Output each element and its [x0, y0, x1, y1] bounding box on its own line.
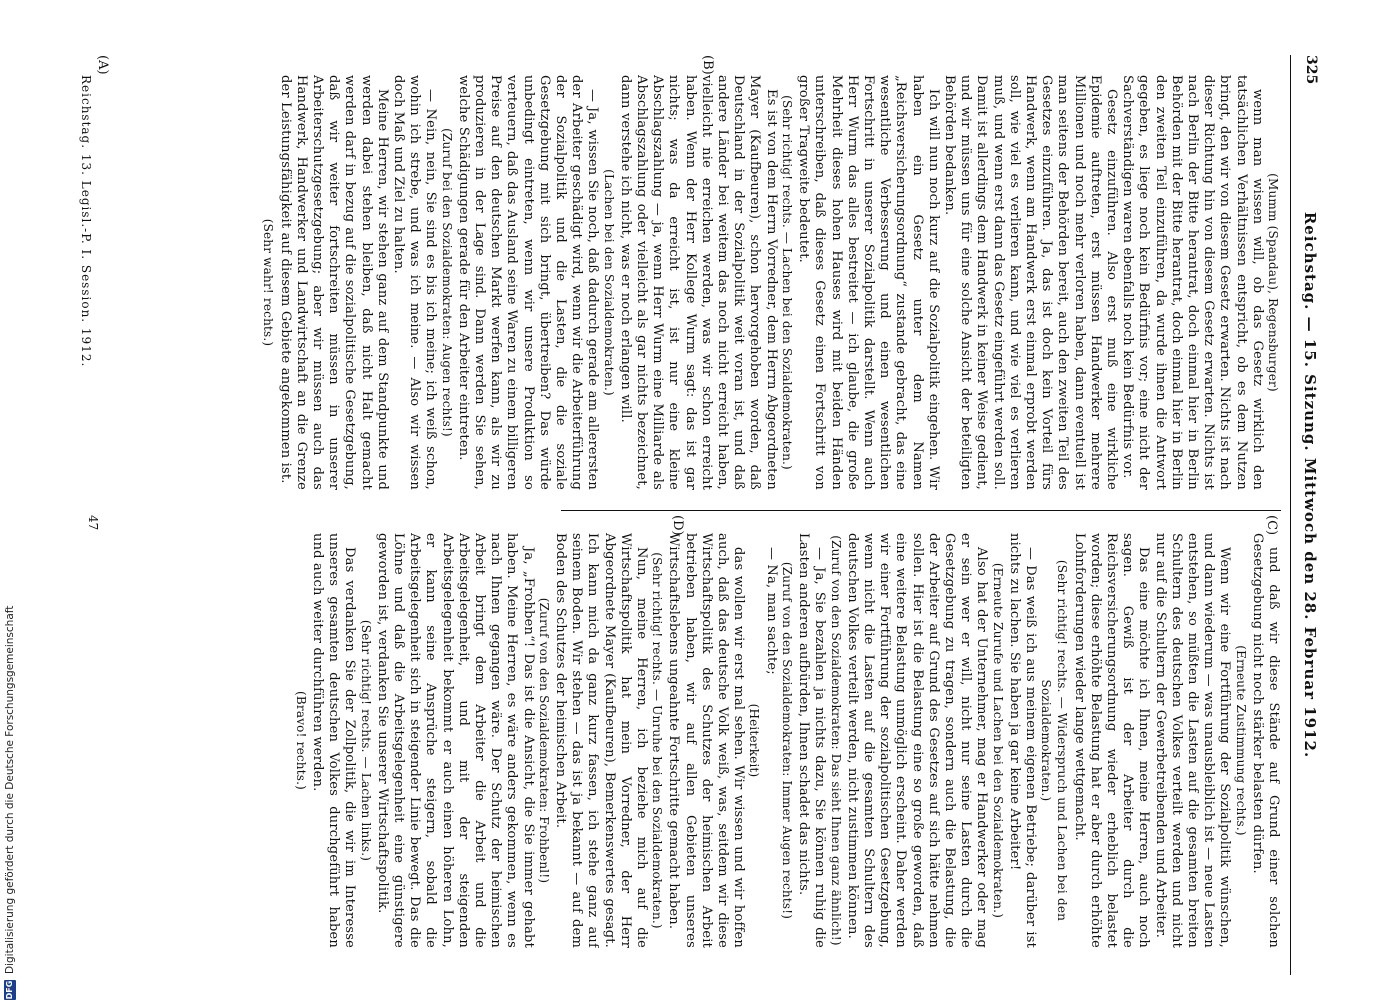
paragraph: Das eine möchte ich Ihnen, meine Herren, auch noch sagen. Gewiß ist der Arbeiter durch die Reichsversicherungsordnung wieder erheblich belastet worden; diese erhöhte Belastung hat er aber durch erhöhte Lohnforderungen wieder lange wettgemacht. [1071, 533, 1152, 948]
interjection: (Erneute Zurufe und Lachen bei den Sozialdemokraten.) [990, 562, 1005, 919]
paragraph: Ja, „Frohben“! Das ist die Ansicht, die Sie immer gehabt haben. Meine Herren, es wäre anders gekommen, wenn es nach Ihnen gegangen wäre. Der Schutz der heimischen Arbeit bringt dem Arbeiter die Arbeit und die Arbeitsgelegenheit, und mit der steigenden Arbeitsgelegenheit bekommt er auch einen höheren Lohn, er kann seine Ansprüche steigern, sobald die Arbeitsgelegenheit sich in steigender Linie bewegt. Das die Löhne und daß die Arbeitsgelegenheit eine günstigere geworden ist, verdanken Sie unserer Wirtschaftspolitik. [374, 533, 536, 948]
rotated-document-page [70, 55, 1325, 975]
interjection: (Erneute Zustimmung rechts.) [1233, 645, 1248, 836]
interjection: (Lachen bei den Sozialdemokraten.) [601, 169, 616, 396]
dfg-logo-icon: DFG [5, 980, 14, 1000]
interjection: (Sehr wahr! rechts.) [261, 218, 276, 347]
margin-mark-d: (D) [670, 515, 685, 536]
interjection: (Bravo! rechts.) [293, 691, 308, 790]
footer-folio-number: 47 [86, 515, 100, 531]
paragraph: Ich will nun noch kurz auf die Sozialpolitik eingehen. Wir haben ein Gesetz unter dem Namen „Reichsversicherungsordnung“ zustande gebracht, das eine wesentliche Verbesserung und einen wesentlichen Fortschritt in unserer Sozialpolitik darstellt. Wenn auch Herr Wurm das alles bestreitet — ich glaube, die große Mehrheit dieses hohen Hauses wird mit beiden Händen unterschreiben, daß dieses Gesetz einen Fortschritt von großer Tragweite bedeutet. [796, 75, 941, 490]
page-title: Reichstag. — 15. Sitzung. Mittwoch den 28. Februar 1912. [1301, 211, 1319, 759]
digitization-credit [2, 570, 18, 1000]
page-header [1290, 55, 1325, 975]
page-number: 325 [1303, 55, 1319, 85]
interjection: (Heiterkeit) [747, 703, 762, 778]
paragraph: — Na, man sachte; [763, 547, 779, 675]
interjection: (Sehr richtig! rechts. — Lachen bei den Sozialdemokraten.) [779, 95, 794, 470]
interjection: (Sehr richtig! rechts. — Lachen links.) [358, 619, 373, 862]
paragraph: — Nein, nein, Sie sind es bis ich meine; ich weiß schon, wohin ich strebe, und was ich meine. — Also wir wissen doch Maß und Ziel zu halten. [391, 75, 439, 490]
speaker-line: (Mumm (Spandau), Regensburger) [1266, 173, 1280, 392]
credit-text: Digitalisierung gefördert durch die Deutsche Forschungsgemeinschaft [4, 605, 16, 974]
paragraph: Gesetz einzuführen. Also erst muß eine wirkliche Epidemie auftreten, erst müssen Handwerker mehrere Millionen und noch mehr verloren haben, dann eventuell ist man seitens der Behörden bereit, auch den zweiten Teil des Gesetzes einzuführen. Ja, das ist doch kein Vorteil fürs Handwerk, wenn am Handwerk erst einmal erprobt werden soll, wie viel es verlieren kann, und wie viel es verlieren muß, und wenn erst dann das Gesetz eingeführt werden soll. Damit ist allerdings dem Handwerk in keiner Weise gedient, und wir müssen uns für eine solche Ansicht der beteiligten Behörden bedanken. [941, 75, 1119, 490]
interjection: (Zuruf von den Sozialdemokraten: Das sieht Ihnen ganz ähnlich!) [828, 535, 843, 946]
paragraph: Das verdanken Sie der Zollpolitik, die wir im Interesse unseres gesamten deutschen Volkes durchgeführt haben und auch weiter durchführen werden. [310, 533, 358, 948]
paragraph: Es ist von dem Herrn Vorredner, dem Herrn Abgeordneten Mayer (Kaufbeuren), schon hervorgehoben worden, daß Deutschland in der Sozialpolitik weit voran ist, und daß andere Länder bei weitem das noch nicht erreicht haben, vielleicht nie erreichen werden, was wir schon erreicht haben. Wenn der Herr Kollege Wurm sagt: das ist gar nichts; was da erreicht ist, ist nur eine kleine Abschlagszahlung — ja, wenn Herr Wurm eine Milliarde als Abschlagszahlung oder vielleicht als gar nichts bezeichnet, dann verstehe ich nicht, was er noch erlangen will. [617, 75, 779, 490]
paragraph: wenn man wissen will, ob das Gesetz wirklich den tatsächlichen Verhältnissen entspricht, ob es dem Nutzen bringt, den wir von diesem Gesetz erwarten. Nichts ist nach dieser Richtung hin von diesem Gesetz erwarten. Nichts ist nach Berlin der Bitte herantrat, doch einmal hier in Berlin Behörden mit der Bitte herantrat, doch einmal hier in Berlin den zweiten Teil einzuführen, da wurde ihnen die Antwort gegeben, es liege noch kein Bedürfnis vor; eine nicht der Sachverständigen waren ebenfalls noch kein Bedürfnis vor. [1120, 75, 1265, 490]
right-text-column [101, 533, 1281, 948]
paragraph: — Ja, wissen Sie noch, daß dadurch gerade am allerersten der Arbeiter geschädigt wird, wenn wir die Arbeiterführung der Sozialpolitik und die Lasten, die die soziale Gesetzgebung mit sich bringt, übertreiben? Das würde unbedingt eintreten, wenn wir unsere Produktion so verteuern, daß das Ausland seine Waren zu einem billigeren Preise auf den deutschen Markt werfen kann, als wir zu produzieren in der Lage sind. Dann werden Sie sehen, welche Schädigungen gerade für den Arbeiter eintreten. [455, 75, 601, 490]
paragraph: Meine Herren, wir stehen ganz auf dem Standpunkte und werden dabei stehen bleiben, daß nicht Halt gemacht werden darf in bezug auf die sozialpolitische Gesetzgebung, daß wir weiter fortschreiten müssen in unserer Arbeiterschutzgesetzgebung; aber wir müssen auch das Handwerk, Handwerker und Landwirtschaft an die Grenze der Leistungsfähigkeit auf diesem Gebiete angekommen ist. [277, 75, 390, 490]
interjection: (Zuruf von den Sozialdemokraten: Frohbenl!) [536, 597, 551, 884]
left-text-column [101, 75, 1281, 490]
paragraph: Also hat der Unternehmer, mag er Handwerker oder mag er sein wer er will, nicht nur seine Lasten durch die Gesetzgebung zu tragen, sondern auch die Belastung, die der Arbeiter auf Grund des Gesetzes auf sich hätte nehmen sollen. Hier ist die Belastung eine so große geworden, daß eine weitere Belastung unmöglich erscheint. Daher werden wir einer Fortführung der sozialpolitischen Gesetzgebung, wenn nicht die Lasten auf die gesamten Schultern des deutschen Volkes verteilt werden, nicht zustimmen können. [844, 533, 990, 948]
interjection: (Zuruf bei den Sozialdemokraten: Augen rechts!) [439, 128, 454, 437]
paragraph: das wollen wir erst mal sehen. Wir wissen und wir hoffen auch, daß das deutsche Volk weiß, was, seitdem wir diese Wirtschaftspolitik des Schutzes der heimischen Arbeit betrieben haben, wir auf allen Gebieten unseres Wirtschaftslebens ungeahnte Fortschritte gemacht haben. [666, 533, 747, 948]
interjection: (Sehr richtig! rechts. — Widerspruch und Lachen bei den Sozialdemokraten.) [1039, 559, 1070, 922]
interjection: (Zuruf von den Sozialdemokraten: Immer Augen rechts!) [779, 561, 794, 920]
margin-mark-c: (C) [1264, 515, 1279, 536]
column-divider [561, 510, 1281, 511]
margin-mark-b: (B) [700, 55, 715, 75]
paragraph: — Das weiß ich aus meinem eigenen Betriebe; darüber ist nichts zu lachen. Sie haben ja gar keine Arbeiter! [1006, 533, 1038, 948]
paragraph: — Ja, Sie bezahlen ja nichts dazu, Sie können ruhig die Lasten anderen aufbürden, Ihnen schadet das nichts. [796, 533, 828, 948]
paragraph: Wenn wir eine Fortführung der Sozialpolitik wünschen, und dann wiederum — was unausbleiblich ist — neue Lasten entstehen, so müßten die Lasten auf die gesamten breiten Schultern des deutschen Volkes verteilt werden und nicht nur auf die Schultern der Gewerbetreibenden und Arbeiter. [1152, 533, 1233, 948]
paragraph: und daß wir diese Stände auf Grund einer solchen Gesetzgebung nicht noch stärker belasten dürfen. [1249, 533, 1281, 948]
interjection: (Sehr richtig! rechts. — Unruhe bei den Sozialdemokraten.) [650, 552, 665, 929]
footer-session-note: Reichstag. 13. Legisl.-P. I. Session. 1912. [79, 75, 93, 368]
paragraph: Nun, meine Herren, ich beziehe mich auf die Wirtschaftspolitik hat mein Vorredner, der Herr Abgeordnete Mayer (Kaufbeuren), Bemerkenswertes gesagt. Ich kann mich da ganz kurz fassen, ich stehe ganz auf seinem Boden. Wir stehen — das ist ja bekannt — auf dem Boden des Schutzes der heimischen Arbeit. [553, 533, 650, 948]
margin-mark-a: (A) [95, 55, 110, 75]
